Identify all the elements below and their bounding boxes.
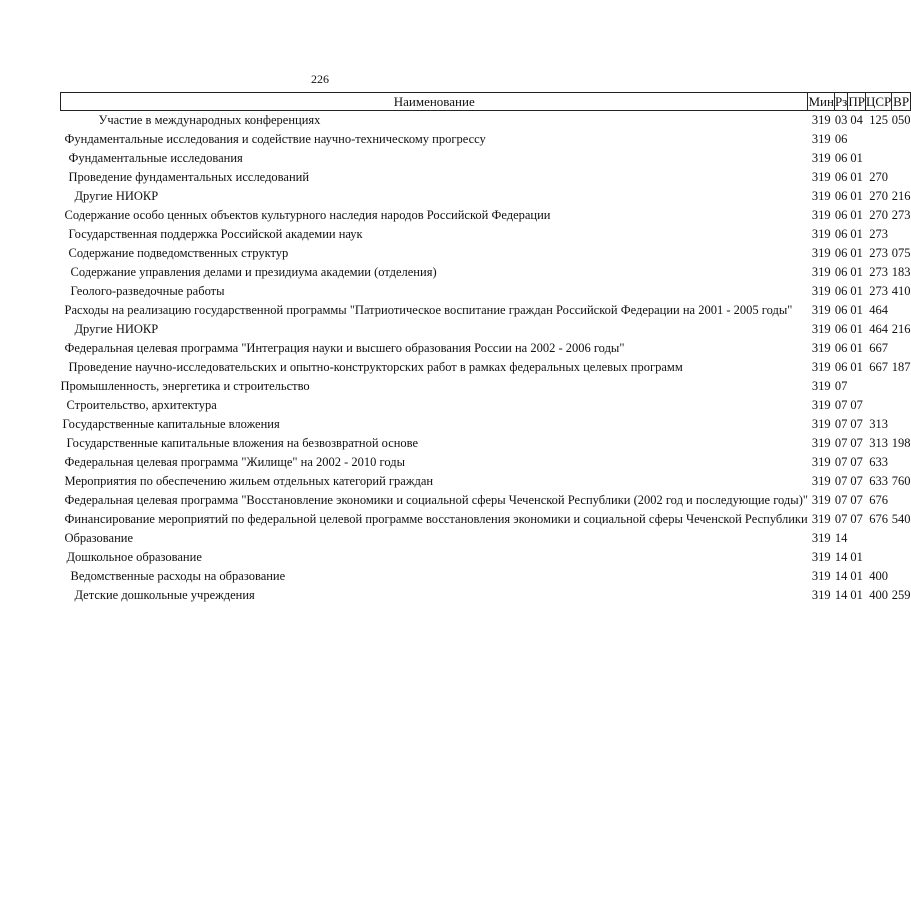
target-article-code: 270 — [869, 208, 888, 222]
row-name: Федеральная целевая программа "Интеграция науки и высшего образования России на 2002 - 2006 годы" — [64, 341, 625, 355]
header-section: Рз — [834, 93, 848, 109]
ministry-code: 319 — [811, 512, 831, 526]
ministry-code: 319 — [811, 398, 831, 412]
section-code: 06 — [834, 265, 848, 279]
section-code: 07 — [834, 512, 848, 526]
expense-type-code: 198 — [891, 436, 911, 450]
table-row — [61, 149, 911, 168]
expense-type-code — [892, 301, 911, 320]
ministry-code: 319 — [811, 189, 831, 203]
target-article-code: 273 — [869, 265, 888, 279]
row-name: Мероприятия по обеспечению жильем отдельных категорий граждан — [64, 474, 434, 488]
table-row — [61, 529, 911, 548]
subsection-code: 07 — [850, 398, 863, 412]
table-row — [61, 434, 911, 453]
ministry-code: 319 — [811, 417, 831, 431]
subsection-code: 01 — [850, 246, 863, 260]
row-name: Финансирование мероприятий по федеральной целевой программе восстановления экономики и социальной сферы Чеченской Республики — [64, 512, 808, 526]
subsection-code: 01 — [850, 588, 863, 602]
expense-type-code — [892, 529, 911, 548]
subsection-code: 01 — [850, 170, 863, 184]
target-article-code — [865, 396, 891, 415]
budget-classification-table — [60, 92, 911, 605]
table-row — [61, 282, 911, 301]
expense-type-code — [892, 453, 911, 472]
subsection-code: 07 — [850, 455, 863, 469]
section-code: 06 — [834, 132, 848, 146]
expense-type-code — [892, 149, 911, 168]
section-code: 07 — [834, 379, 848, 393]
target-article-code — [865, 529, 891, 548]
section-code: 06 — [834, 189, 848, 203]
table-row — [61, 396, 911, 415]
row-name: Проведение научно-исследовательских и опытно-конструкторских работ в рамках федеральных целевых программ — [68, 360, 683, 374]
section-code: 07 — [834, 398, 848, 412]
subsection-code: 07 — [850, 512, 863, 526]
row-name: Федеральная целевая программа "Жилище" на 2002 - 2010 годы — [64, 455, 406, 469]
row-name: Участие в международных конференциях — [98, 113, 321, 127]
row-name: Другие НИОКР — [74, 189, 159, 203]
section-code: 06 — [834, 151, 848, 165]
ministry-code: 319 — [811, 227, 831, 241]
expense-type-code — [892, 377, 911, 396]
ministry-code: 319 — [811, 113, 831, 127]
expense-type-code: 050 — [891, 113, 911, 127]
table-row — [61, 339, 911, 358]
section-code: 06 — [834, 360, 848, 374]
section-code: 14 — [834, 588, 848, 602]
header-expense-type: ВР — [893, 93, 910, 109]
row-name: Геолого-разведочные работы — [70, 284, 225, 298]
target-article-code: 125 — [869, 113, 888, 127]
ministry-code: 319 — [811, 303, 831, 317]
row-name: Государственная поддержка Российской академии наук — [68, 227, 363, 241]
table-row — [61, 225, 911, 244]
target-article-code — [865, 548, 891, 567]
section-code: 06 — [834, 341, 848, 355]
expense-type-code: 075 — [891, 246, 911, 260]
section-code: 06 — [834, 227, 848, 241]
expense-type-code: 760 — [891, 474, 911, 488]
row-name: Промышленность, энергетика и строительство — [60, 379, 310, 393]
header-name: Наименование — [61, 93, 808, 111]
table-row — [61, 168, 911, 187]
expense-type-code — [892, 415, 911, 434]
expense-type-code: 259 — [891, 588, 911, 602]
subsection-code: 01 — [850, 208, 863, 222]
section-code: 07 — [834, 417, 848, 431]
subsection-code — [848, 377, 866, 396]
row-name: Фундаментальные исследования и содействие научно-техническому прогрессу — [64, 132, 486, 146]
subsection-code: 01 — [850, 265, 863, 279]
table-row — [61, 206, 911, 225]
target-article-code: 313 — [869, 417, 888, 431]
target-article-code: 667 — [869, 360, 888, 374]
ministry-code: 319 — [811, 436, 831, 450]
table-row — [61, 320, 911, 339]
expense-type-code — [892, 548, 911, 567]
header-ministry: Мин — [808, 93, 834, 109]
ministry-code: 319 — [811, 531, 831, 545]
section-code: 07 — [834, 493, 848, 507]
subsection-code: 07 — [850, 474, 863, 488]
row-name: Ведомственные расходы на образование — [70, 569, 286, 583]
section-code: 03 — [834, 113, 848, 127]
expense-type-code — [892, 339, 911, 358]
page-number: 226 — [311, 72, 329, 86]
table-row — [61, 301, 911, 320]
target-article-code: 273 — [869, 227, 888, 241]
table-row — [61, 263, 911, 282]
subsection-code: 01 — [850, 569, 863, 583]
ministry-code: 319 — [811, 246, 831, 260]
target-article-code: 633 — [869, 455, 888, 469]
ministry-code: 319 — [811, 170, 831, 184]
row-name: Федеральная целевая программа "Восстановление экономики и социальной сферы Чеченской Республики (2002 год и последующие годы)" — [64, 493, 808, 507]
table-row — [61, 586, 911, 605]
section-code: 07 — [834, 455, 848, 469]
subsection-code: 07 — [850, 436, 863, 450]
row-name: Государственные капитальные вложения на безвозвратной основе — [66, 436, 419, 450]
ministry-code: 319 — [811, 550, 831, 564]
ministry-code: 319 — [811, 588, 831, 602]
section-code: 14 — [834, 569, 848, 583]
row-name: Содержание управления делами и президиума академии (отделения) — [70, 265, 437, 279]
table-row — [61, 377, 911, 396]
subsection-code: 01 — [850, 360, 863, 374]
table-row — [61, 567, 911, 586]
row-name: Государственные капитальные вложения — [62, 417, 280, 431]
expense-type-code — [892, 396, 911, 415]
expense-type-code: 410 — [891, 284, 911, 298]
target-article-code: 270 — [869, 189, 888, 203]
row-name: Другие НИОКР — [74, 322, 159, 336]
target-article-code: 400 — [869, 569, 888, 583]
target-article-code: 676 — [869, 493, 888, 507]
ministry-code: 319 — [811, 265, 831, 279]
table-row — [61, 548, 911, 567]
table-row — [61, 415, 911, 434]
target-article-code: 633 — [869, 474, 888, 488]
ministry-code: 319 — [811, 474, 831, 488]
table-row — [61, 111, 911, 131]
target-article-code: 400 — [869, 588, 888, 602]
target-article-code: 270 — [869, 170, 888, 184]
row-name: Строительство, архитектура — [66, 398, 217, 412]
target-article-code: 464 — [869, 303, 888, 317]
ministry-code: 319 — [811, 284, 831, 298]
ministry-code: 319 — [811, 322, 831, 336]
ministry-code: 319 — [811, 341, 831, 355]
section-code: 14 — [834, 531, 848, 545]
ministry-code: 319 — [811, 151, 831, 165]
subsection-code: 01 — [850, 227, 863, 241]
expense-type-code — [892, 168, 911, 187]
ministry-code: 319 — [811, 569, 831, 583]
section-code: 06 — [834, 246, 848, 260]
header-subsection: ПР — [848, 93, 865, 109]
ministry-code: 319 — [811, 379, 831, 393]
subsection-code: 01 — [850, 189, 863, 203]
table-row — [61, 453, 911, 472]
expense-type-code — [892, 567, 911, 586]
subsection-code: 01 — [850, 322, 863, 336]
expense-type-code — [892, 491, 911, 510]
row-name: Детские дошкольные учреждения — [74, 588, 255, 602]
target-article-code — [865, 377, 891, 396]
table-row — [61, 510, 911, 529]
subsection-code: 07 — [850, 493, 863, 507]
subsection-code — [848, 529, 866, 548]
subsection-code: 01 — [850, 550, 863, 564]
ministry-code: 319 — [811, 360, 831, 374]
row-name: Дошкольное образование — [66, 550, 202, 564]
ministry-code: 319 — [811, 132, 831, 146]
expense-type-code: 216 — [891, 322, 911, 336]
expense-type-code: 183 — [891, 265, 911, 279]
row-name: Образование — [64, 531, 134, 545]
section-code: 06 — [834, 322, 848, 336]
expense-type-code — [892, 130, 911, 149]
ministry-code: 319 — [811, 493, 831, 507]
target-article-code: 273 — [869, 246, 888, 260]
expense-type-code — [892, 225, 911, 244]
target-article-code: 313 — [869, 436, 888, 450]
ministry-code: 319 — [811, 208, 831, 222]
row-name: Содержание особо ценных объектов культурного наследия народов Российской Федерации — [64, 208, 551, 222]
target-article-code — [865, 149, 891, 168]
header-target-article: ЦСР — [865, 93, 892, 109]
table-row — [61, 358, 911, 377]
table-row — [61, 491, 911, 510]
subsection-code: 01 — [850, 341, 863, 355]
section-code: 07 — [834, 436, 848, 450]
table-body — [61, 111, 911, 606]
table-header-row — [61, 93, 911, 111]
expense-type-code: 187 — [891, 360, 911, 374]
section-code: 06 — [834, 208, 848, 222]
ministry-code: 319 — [811, 455, 831, 469]
subsection-code: 07 — [850, 417, 863, 431]
target-article-code: 667 — [869, 341, 888, 355]
row-name: Расходы на реализацию государственной программы "Патриотическое воспитание граждан Российской Федерации на 2001 - 2005 годы" — [64, 303, 793, 317]
target-article-code: 676 — [869, 512, 888, 526]
subsection-code: 01 — [850, 284, 863, 298]
table-row — [61, 244, 911, 263]
section-code: 14 — [834, 550, 848, 564]
subsection-code: 01 — [850, 151, 863, 165]
section-code: 06 — [834, 170, 848, 184]
section-code: 06 — [834, 303, 848, 317]
subsection-code — [848, 130, 866, 149]
subsection-code: 04 — [850, 113, 863, 127]
expense-type-code: 273 — [891, 208, 911, 222]
expense-type-code: 216 — [891, 189, 911, 203]
section-code: 07 — [834, 474, 848, 488]
row-name: Проведение фундаментальных исследований — [68, 170, 310, 184]
target-article-code: 273 — [869, 284, 888, 298]
target-article-code — [865, 130, 891, 149]
table-row — [61, 472, 911, 491]
target-article-code: 464 — [869, 322, 888, 336]
table-row — [61, 187, 911, 206]
subsection-code: 01 — [850, 303, 863, 317]
table-row — [61, 130, 911, 149]
section-code: 06 — [834, 284, 848, 298]
expense-type-code: 540 — [891, 512, 911, 526]
row-name: Содержание подведомственных структур — [68, 246, 289, 260]
row-name: Фундаментальные исследования — [68, 151, 243, 165]
